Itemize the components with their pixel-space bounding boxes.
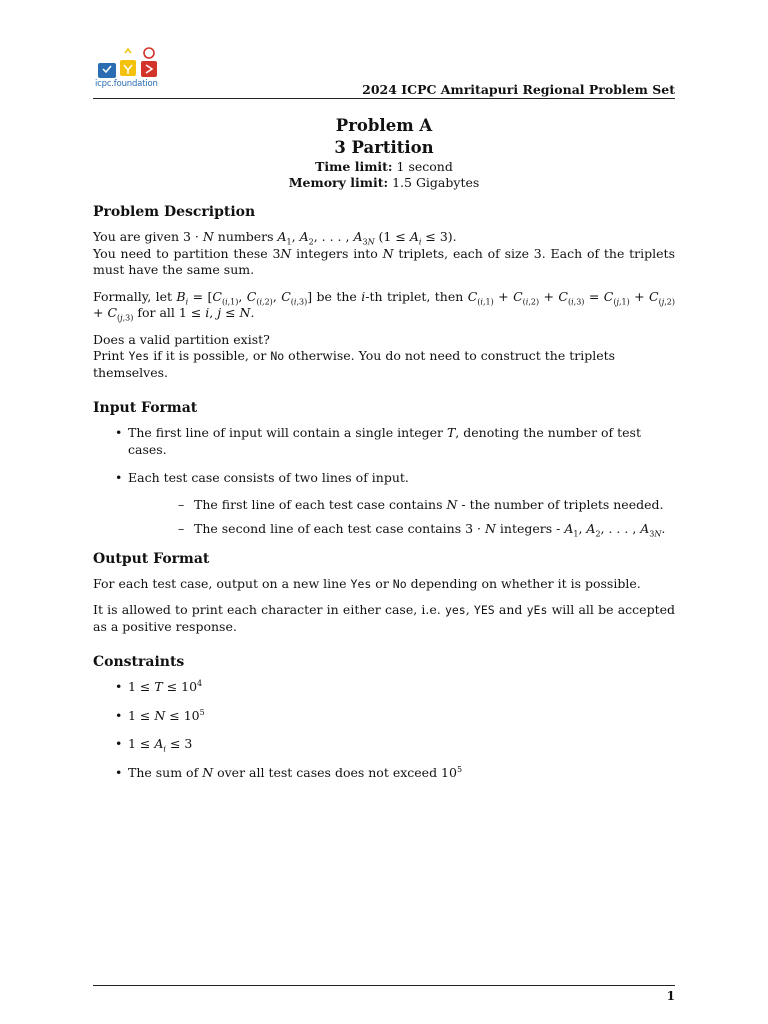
problem-title-block bbox=[0, 115, 768, 191]
problem-label: Problem A bbox=[335, 116, 433, 135]
memory-limit: Memory limit: 1.5 Gigabytes bbox=[288, 175, 480, 190]
input-format-list bbox=[93, 425, 675, 538]
header-divider bbox=[93, 98, 675, 99]
problem-content bbox=[93, 203, 675, 793]
icpc-balloons-icon bbox=[95, 47, 165, 81]
list-item: – The first line of each test case contains N - the number of triplets needed. bbox=[164, 497, 675, 514]
page-number: 1 bbox=[666, 989, 675, 1003]
list-item: • Each test case consists of two lines of input. – The first line of each test case contains N - the number of triplets needed. – The second line of each test case contains 3 · N integers - $A_1$, $A_2$, . . . , $A_{3N}$. bbox=[93, 470, 675, 538]
output-paragraph-2: It is allowed to print each character in either case, i.e. yes, YES and yEs will all be accepted as a positive response. bbox=[93, 602, 676, 634]
description-question: Does a valid partition exist? bbox=[93, 331, 270, 347]
problem-set-title: 2024 ICPC Amritapuri Regional Problem Set bbox=[362, 82, 675, 97]
section-heading-output: Output Format bbox=[93, 550, 210, 567]
description-formal: Formally, let $B_i = [C_{(i,1)}$, $C_{(i,2)}$, $C_{(i,3)}$] be the i-th triplet, then $C_{(i,1)} + C_{(i,2)} + C_{(i,3)} = C_{(j,1)} + C_{(j,2)} + C_{(j,3)}$ for all 1 ≤ i, j ≤ N. bbox=[93, 288, 675, 323]
logo-text: icpc.foundation bbox=[95, 79, 158, 89]
list-item: • The sum of N over all test cases does not exceed $10^5$ bbox=[93, 765, 675, 782]
time-limit: Time limit: 1 second bbox=[315, 159, 453, 174]
list-item: • $1 \le T \le 10^4$ bbox=[93, 679, 675, 696]
icpc-logo bbox=[95, 47, 165, 95]
section-heading-description: Problem Description bbox=[93, 204, 256, 220]
section-heading-input: Input Format bbox=[93, 400, 198, 416]
list-item: – The second line of each test case contains 3 · N integers - $A_1$, $A_2$, . . . , $A_{3N}$. bbox=[164, 521, 675, 538]
section-heading-constraints: Constraints bbox=[93, 654, 185, 670]
output-paragraph-1: For each test case, output on a new line Yes or No depending on whether it is possible. bbox=[93, 575, 641, 591]
description-paragraph-1: You are given 3 · N numbers $A_1$, $A_2$, . . . , $A_{3N}$ $(1 \le A_i \le 3)$. bbox=[93, 229, 457, 247]
input-format-sublist bbox=[128, 497, 675, 538]
list-item: • $1 \le N \le 10^5$ bbox=[93, 708, 675, 725]
description-paragraph-2: You need to partition these 3N integers into N triplets, each of size 3. Each of the triplets must have the same sum. bbox=[93, 245, 675, 277]
footer-divider bbox=[93, 985, 675, 986]
constraints-list bbox=[93, 679, 675, 781]
description-print: Print Yes if it is possible, or No otherwise. You do not need to construct the triplets themselves. bbox=[93, 348, 616, 380]
list-item: • The first line of input will contain a single integer T, denoting the number of test cases. bbox=[93, 425, 675, 458]
list-item: • $1 \le A_i \le 3$ bbox=[93, 736, 675, 753]
problem-name: 3 Partition bbox=[334, 138, 434, 157]
